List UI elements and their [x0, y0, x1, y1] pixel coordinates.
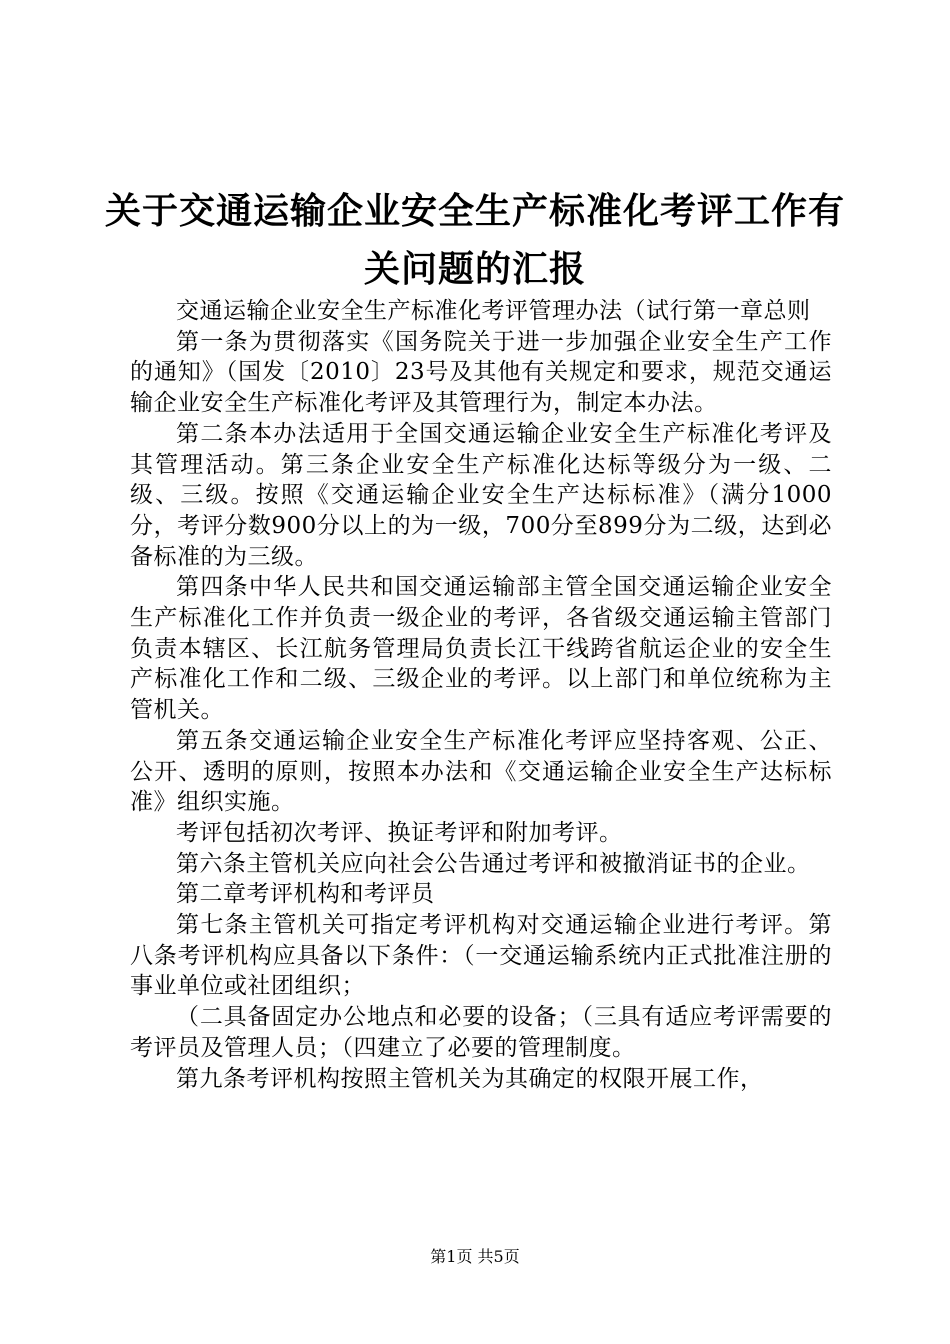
paragraph: 第二条本办法适用于全国交通运输企业安全生产标准化考评及其管理活动。第三条企业安全生产标准化达标等级分为一级、二级、三级。按照《交通运输企业安全生产达标标准》（满分1000分，考评分数900分以上的为一级，700分至899分为二级，达到必备标准的为三级。	[130, 420, 832, 570]
paragraph: （二具备固定办公地点和必要的设备；（三具有适应考评需要的考评员及管理人员；（四建立了必要的管理制度。	[130, 1004, 832, 1061]
chapter-heading: 第二章考评机构和考评员	[176, 881, 435, 908]
document-title: 关于交通运输企业安全生产标准化考评工作有关问题的汇报	[104, 190, 845, 290]
paragraph: 第七条主管机关可指定考评机构对交通运输企业进行考评。第八条考评机构应具备以下条件：（一交通运输系统内正式批准注册的事业单位或社团组织；	[130, 912, 832, 1000]
paragraph: 第五条交通运输企业安全生产标准化考评应坚持客观、公正、公开、透明的原则，按照本办法和《交通运输企业安全生产达标标准》组织实施。	[130, 727, 832, 816]
page-footer: 第1页 共5页	[430, 1247, 520, 1266]
paragraph: 第一条为贯彻落实《国务院关于进一步加强企业安全生产工作的通知》（国发〔2010〕23号及其他有关规定和要求，规范交通运输企业安全生产标准化考评及其管理行为，制定本办法。	[130, 328, 832, 417]
paragraph: 第六条主管机关应向社会公告通过考评和被撤消证书的企业。	[176, 850, 811, 877]
paragraph: 考评包括初次考评、换证考评和附加考评。	[176, 819, 623, 846]
paragraph: 交通运输企业安全生产标准化考评管理办法（试行第一章总则	[176, 298, 811, 324]
paragraph: 第九条考评机构按照主管机关为其确定的权限开展工作，	[176, 1065, 764, 1092]
document-body	[130, 296, 832, 1094]
paragraph: 第四条中华人民共和国交通运输部主管全国交通运输企业安全生产标准化工作并负责一级企业的考评，各省级交通运输主管部门负责本辖区、长江航务管理局负责长江干线跨省航运企业的安全生产标准化工作和二级、三级企业的考评。以上部门和单位统称为主管机关。	[130, 574, 832, 724]
